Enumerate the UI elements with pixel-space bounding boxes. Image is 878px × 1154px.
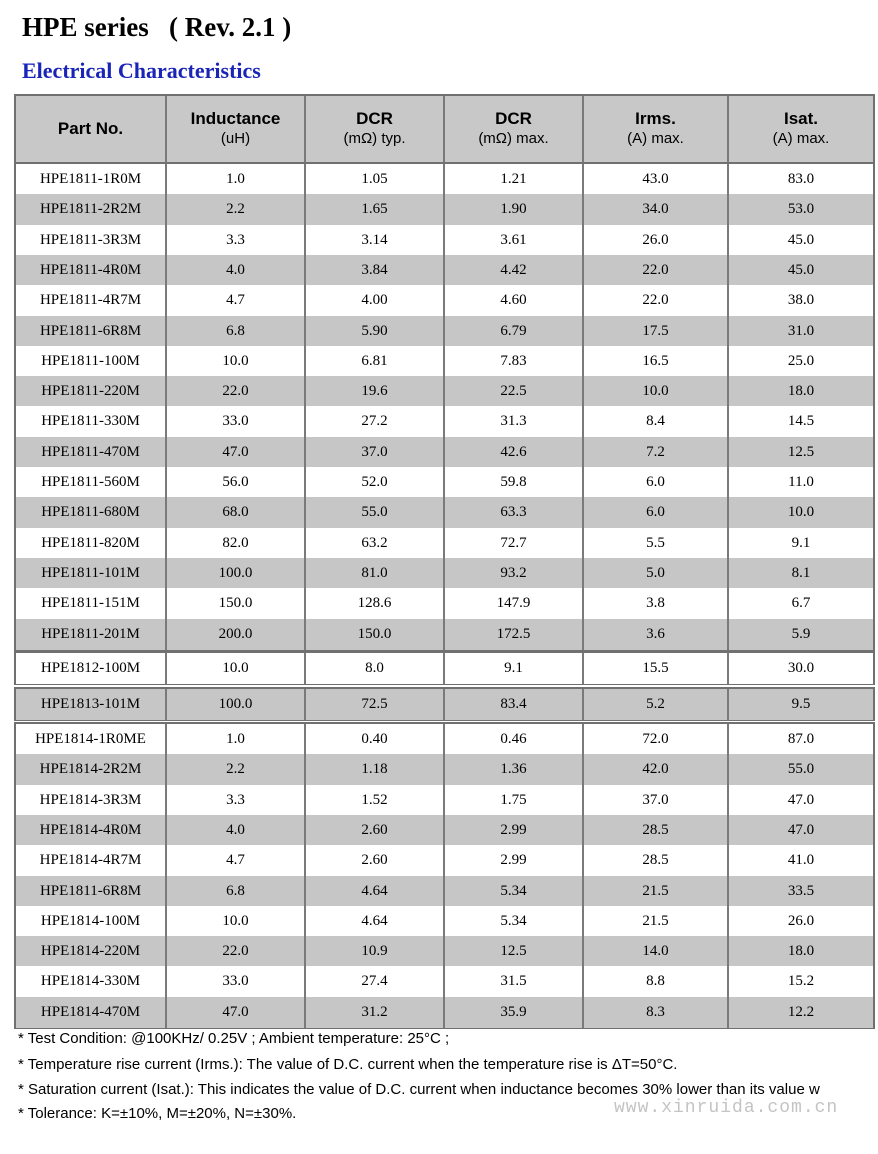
page-title: HPE series ( Rev. 2.1 ) [22,12,292,42]
cell-isat: 83.0 [787,171,815,187]
table-row [16,997,873,1028]
cell-isat: 30.0 [787,660,815,676]
cell-dcr-max: 59.8 [445,467,584,498]
cell-isat: 18.0 [787,943,815,959]
cell-dcr-max: 2.99 [445,845,584,876]
cell-inductance: 22.0 [167,936,306,967]
cell-inductance: 100.0 [167,689,306,720]
table-row [16,785,873,816]
cell-dcr-max: 4.42 [445,255,584,286]
cell-irms: 72.0 [584,724,729,755]
cell-inductance: 4.0 [167,255,306,286]
cell-inductance: 200.0 [167,619,306,650]
cell-isat: 53.0 [787,201,815,217]
cell-part-no: HPE1811-4R7M [16,285,167,316]
note-tolerance: * Tolerance: K=±10%, M=±20%, N=±30%. [18,1105,297,1122]
cell-part-no: HPE1814-220M [16,936,167,967]
cell-inductance: 10.0 [167,906,306,937]
cell-irms: 28.5 [584,845,729,876]
cell-dcr-max: 35.9 [445,997,584,1028]
cell-inductance: 4.7 [167,845,306,876]
cell-part-no: HPE1811-330M [16,406,167,437]
header-inductance-label: Inductance [190,109,281,128]
cell-irms: 7.2 [584,437,729,468]
table-group [14,687,875,721]
header-part-no-label: Part No. [57,119,124,138]
table-row [16,588,873,619]
cell-part-no: HPE1812-100M [16,653,167,684]
table-row [16,255,873,286]
cell-inductance: 3.3 [167,785,306,816]
cell-inductance: 3.3 [167,225,306,256]
cell-inductance: 47.0 [167,437,306,468]
header-dcr-typ-label: DCR [356,109,393,128]
table-row [16,966,873,997]
cell-dcr-max: 172.5 [445,619,584,650]
cell-dcr-typ: 128.6 [306,588,445,619]
note-temperature-rise: * Temperature rise current (Irms.): The value of D.C. current when the temperature rise is ΔT=50°C. [18,1056,678,1073]
header-inductance [167,96,306,162]
cell-irms: 8.4 [584,406,729,437]
cell-isat: 45.0 [787,232,815,248]
cell-isat: 11.0 [788,474,814,490]
cell-dcr-typ: 72.5 [306,689,445,720]
header-dcr-max [445,96,584,162]
header-isat [729,96,873,162]
note-test-condition: * Test Condition: @100KHz/ 0.25V ; Ambient temperature: 25°C ; [18,1030,450,1047]
cell-part-no: HPE1814-4R0M [16,815,167,846]
cell-irms: 34.0 [584,194,729,225]
header-dcr-max-label: DCR [495,109,532,128]
cell-dcr-typ: 31.2 [306,997,445,1028]
cell-dcr-typ: 10.9 [306,936,445,967]
cell-irms: 28.5 [584,815,729,846]
cell-isat: 33.5 [787,883,815,899]
table-group [14,651,875,685]
cell-part-no: HPE1811-3R3M [16,225,167,256]
cell-dcr-max: 147.9 [445,588,584,619]
cell-dcr-typ: 8.0 [306,653,445,684]
cell-irms: 5.2 [584,689,729,720]
table-row [16,316,873,347]
cell-part-no: HPE1811-101M [16,558,167,589]
cell-part-no: HPE1811-820M [16,528,167,559]
cell-isat: 18.0 [787,383,815,399]
cell-dcr-max: 72.7 [445,528,584,559]
cell-part-no: HPE1811-560M [16,467,167,498]
table-row [16,876,873,907]
cell-inductance: 2.2 [167,754,306,785]
cell-part-no: HPE1814-4R7M [16,845,167,876]
cell-part-no: HPE1811-2R2M [16,194,167,225]
cell-inductance: 1.0 [167,724,306,755]
watermark: www.xinruida.com.cn [614,1098,839,1118]
cell-dcr-max: 1.36 [445,754,584,785]
cell-irms: 3.6 [584,619,729,650]
cell-dcr-max: 6.79 [445,316,584,347]
cell-part-no: HPE1811-470M [16,437,167,468]
cell-part-no: HPE1814-330M [16,966,167,997]
cell-part-no: HPE1813-101M [16,689,167,720]
section-title: Electrical Characteristics [22,58,261,83]
cell-inductance: 4.7 [167,285,306,316]
cell-isat: 55.0 [787,761,815,777]
cell-dcr-max: 2.99 [445,815,584,846]
cell-dcr-typ: 81.0 [306,558,445,589]
cell-inductance: 2.2 [167,194,306,225]
cell-part-no: HPE1814-1R0ME [16,724,167,755]
cell-dcr-max: 5.34 [445,906,584,937]
cell-dcr-typ: 4.64 [306,906,445,937]
cell-inductance: 6.8 [167,316,306,347]
cell-dcr-typ: 5.90 [306,316,445,347]
cell-dcr-max: 0.46 [445,724,584,755]
note-saturation-current: * Saturation current (Isat.): This indicates the value of D.C. current when inductance becomes 30% lower than its value w [18,1081,820,1098]
cell-inductance: 22.0 [167,376,306,407]
cell-dcr-typ: 37.0 [306,437,445,468]
cell-isat: 12.2 [787,1004,815,1020]
table-row [16,845,873,876]
cell-isat: 14.5 [787,413,815,429]
cell-part-no: HPE1811-201M [16,619,167,650]
cell-inductance: 6.8 [167,876,306,907]
table-row [16,528,873,559]
cell-part-no: HPE1811-1R0M [16,164,167,195]
cell-dcr-typ: 1.05 [306,164,445,195]
table-row [16,194,873,225]
header-row [16,96,873,162]
table-row [16,653,873,684]
cell-irms: 26.0 [584,225,729,256]
cell-part-no: HPE1814-470M [16,997,167,1028]
cell-dcr-typ: 63.2 [306,528,445,559]
cell-dcr-typ: 3.84 [306,255,445,286]
cell-irms: 37.0 [584,785,729,816]
cell-inductance: 10.0 [167,653,306,684]
cell-dcr-typ: 19.6 [306,376,445,407]
header-isat-unit: (A) max. [772,130,830,147]
table-row [16,558,873,589]
cell-isat: 38.0 [787,292,815,308]
cell-dcr-max: 31.5 [445,966,584,997]
header-dcr-typ-unit: (mΩ) typ. [343,130,406,147]
cell-isat: 6.7 [791,595,811,611]
cell-irms: 5.5 [584,528,729,559]
table-row [16,497,873,528]
cell-dcr-typ: 0.40 [306,724,445,755]
cell-part-no: HPE1811-6R8M [16,876,167,907]
cell-irms: 15.5 [584,653,729,684]
table-row [16,936,873,967]
cell-part-no: HPE1814-3R3M [16,785,167,816]
cell-dcr-typ: 4.00 [306,285,445,316]
table-row [16,754,873,785]
cell-inductance: 100.0 [167,558,306,589]
cell-dcr-max: 1.75 [445,785,584,816]
cell-dcr-max: 4.60 [445,285,584,316]
cell-part-no: HPE1811-4R0M [16,255,167,286]
cell-dcr-max: 12.5 [445,936,584,967]
header-part-no [16,96,167,162]
cell-part-no: HPE1811-680M [16,497,167,528]
cell-dcr-typ: 150.0 [306,619,445,650]
cell-dcr-typ: 3.14 [306,225,445,256]
cell-isat: 10.0 [787,504,815,520]
cell-irms: 6.0 [584,497,729,528]
table-row [16,285,873,316]
cell-isat: 47.0 [787,822,815,838]
table-header [14,94,875,164]
cell-dcr-max: 1.90 [445,194,584,225]
cell-part-no: HPE1811-100M [16,346,167,377]
cell-isat: 9.1 [791,535,811,551]
cell-dcr-max: 83.4 [445,689,584,720]
cell-irms: 21.5 [584,906,729,937]
table-row [16,906,873,937]
table-row [16,406,873,437]
cell-dcr-max: 3.61 [445,225,584,256]
header-inductance-unit: (uH) [220,130,251,147]
cell-irms: 43.0 [584,164,729,195]
table-row [16,467,873,498]
cell-dcr-typ: 55.0 [306,497,445,528]
cell-dcr-max: 9.1 [445,653,584,684]
cell-dcr-typ: 2.60 [306,845,445,876]
header-dcr-max-unit: (mΩ) max. [478,130,549,147]
cell-irms: 16.5 [584,346,729,377]
cell-inductance: 47.0 [167,997,306,1028]
cell-dcr-max: 42.6 [445,437,584,468]
cell-dcr-max: 31.3 [445,406,584,437]
cell-dcr-typ: 27.2 [306,406,445,437]
cell-isat: 41.0 [787,852,815,868]
header-irms [584,96,729,162]
cell-part-no: HPE1814-2R2M [16,754,167,785]
cell-irms: 14.0 [584,936,729,967]
cell-dcr-max: 5.34 [445,876,584,907]
cell-isat: 25.0 [787,353,815,369]
cell-irms: 3.8 [584,588,729,619]
cell-irms: 22.0 [584,285,729,316]
cell-dcr-max: 7.83 [445,346,584,377]
cell-dcr-max: 1.21 [445,164,584,195]
table-row [16,346,873,377]
cell-irms: 10.0 [584,376,729,407]
table-row [16,815,873,846]
cell-part-no: HPE1811-151M [16,588,167,619]
cell-isat: 15.2 [787,973,815,989]
table-row [16,225,873,256]
cell-dcr-typ: 2.60 [306,815,445,846]
cell-dcr-typ: 27.4 [306,966,445,997]
cell-dcr-typ: 4.64 [306,876,445,907]
cell-dcr-typ: 6.81 [306,346,445,377]
header-dcr-typ [306,96,445,162]
cell-isat: 9.5 [791,696,811,712]
header-irms-label: Irms. [635,109,676,128]
cell-irms: 6.0 [584,467,729,498]
cell-dcr-max: 63.3 [445,497,584,528]
cell-irms: 42.0 [584,754,729,785]
cell-isat: 45.0 [787,262,815,278]
table-row [16,619,873,650]
cell-irms: 8.3 [584,997,729,1028]
cell-irms: 5.0 [584,558,729,589]
table-group [14,722,875,1029]
cell-isat: 31.0 [787,323,815,339]
cell-dcr-typ: 52.0 [306,467,445,498]
cell-dcr-max: 22.5 [445,376,584,407]
cell-isat: 87.0 [787,731,815,747]
table-group [14,162,875,651]
cell-irms: 8.8 [584,966,729,997]
cell-irms: 17.5 [584,316,729,347]
header-isat-label: Isat. [783,109,819,128]
cell-irms: 22.0 [584,255,729,286]
cell-isat: 26.0 [787,913,815,929]
cell-inductance: 33.0 [167,406,306,437]
cell-isat: 47.0 [787,792,815,808]
cell-dcr-typ: 1.18 [306,754,445,785]
cell-inductance: 56.0 [167,467,306,498]
table-row [16,164,873,195]
cell-part-no: HPE1811-6R8M [16,316,167,347]
table-row [16,376,873,407]
cell-isat: 5.9 [791,626,811,642]
cell-inductance: 82.0 [167,528,306,559]
cell-isat: 8.1 [791,565,811,581]
cell-inductance: 33.0 [167,966,306,997]
cell-inductance: 1.0 [167,164,306,195]
cell-dcr-max: 93.2 [445,558,584,589]
cell-isat: 12.5 [787,444,815,460]
cell-dcr-typ: 1.65 [306,194,445,225]
cell-part-no: HPE1811-220M [16,376,167,407]
cell-inductance: 150.0 [167,588,306,619]
cell-inductance: 10.0 [167,346,306,377]
cell-inductance: 4.0 [167,815,306,846]
cell-irms: 21.5 [584,876,729,907]
table-row [16,689,873,720]
cell-part-no: HPE1814-100M [16,906,167,937]
table-row [16,437,873,468]
cell-inductance: 68.0 [167,497,306,528]
table-row [16,724,873,755]
header-irms-unit: (A) max. [627,130,684,147]
cell-dcr-typ: 1.52 [306,785,445,816]
